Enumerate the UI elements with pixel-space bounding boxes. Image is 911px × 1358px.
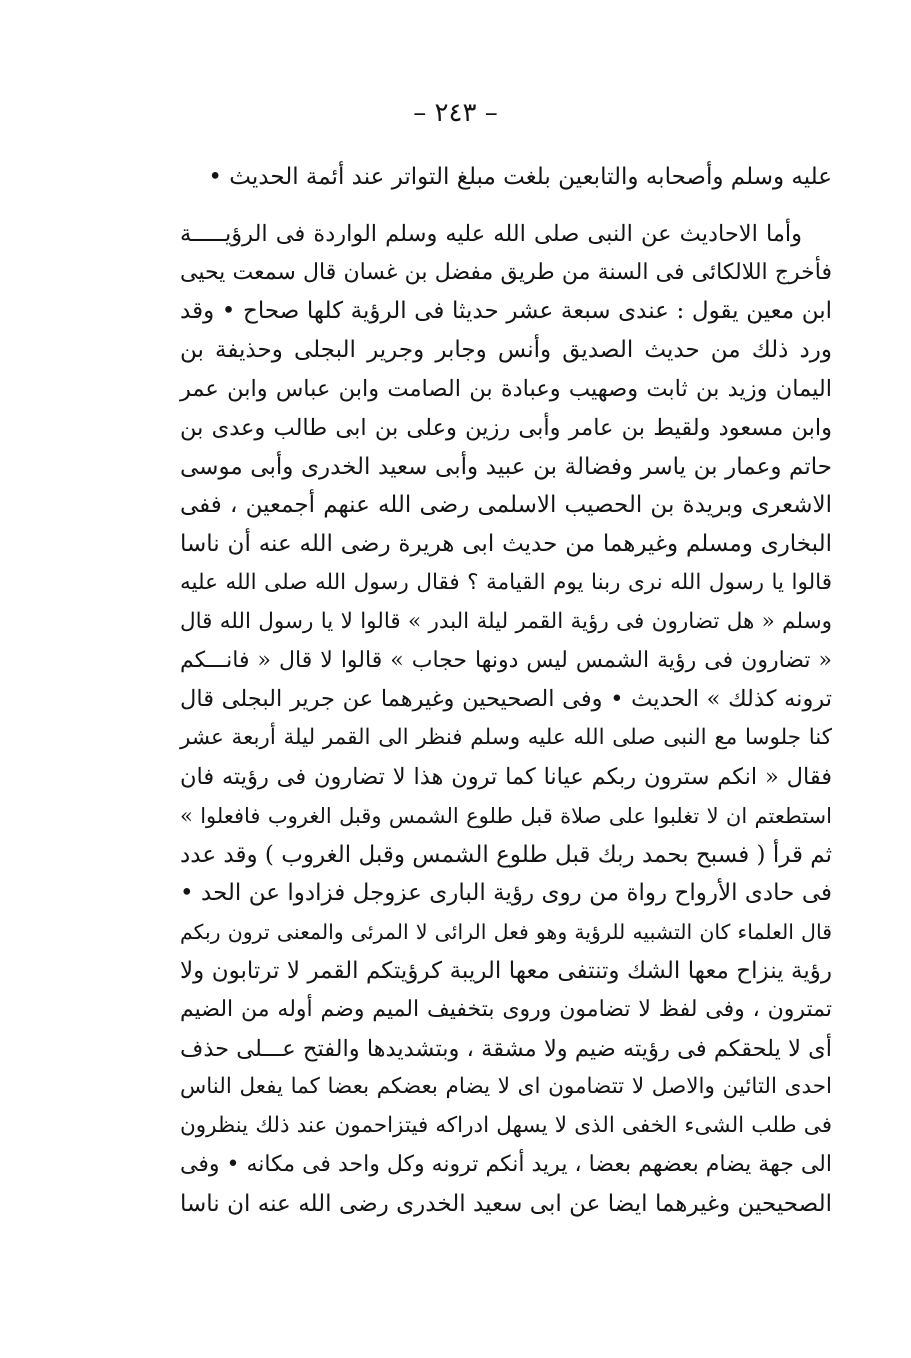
text-line: ثم قرأ ( فسبح بحمد ربك قبل طلوع الشمس وقبل الغروب ) وقد عدد — [180, 841, 832, 868]
text-line: اليمان وزيد بن ثابت وصهيب وعبادة بن الصامت وابن عباس وابن عمر — [180, 375, 832, 402]
body-text — [180, 158, 832, 1224]
text-line: ورد ذلك من حديث الصديق وأنس وجابر وجرير البجلى وحذيفة بن — [180, 337, 832, 364]
text-line: تمترون ، وفى لفظ لا تضامون وروى بتخفيف الميم وضم أوله من الضيم — [180, 996, 832, 1022]
text-line: « تضارون فى رؤية الشمس ليس دونها حجاب » قالوا لا قال « فانـــكم — [180, 647, 832, 673]
text-line: قالوا يا رسول الله نرى ربنا يوم القيامة ؟ فقال رسول الله صلى الله عليه — [180, 569, 832, 595]
text-line: فى طلب الشىء الخفى الذى لا يسهل ادراكه فيتزاحمون عند ذلك ينظرون — [180, 1113, 832, 1139]
paragraph-gap — [180, 197, 832, 215]
text-line: الاشعرى وبريدة بن الحصيب الاسلمى رضى الله عنهم أجمعين ، ففى — [180, 492, 833, 519]
text-line: حاتم وعمار بن ياسر وفضالة بن عبيد وأبى سعيد الخدرى وأبى موسى — [180, 453, 832, 480]
text-line: استطعتم ان لا تغلبوا على صلاة قبل طلوع الشمس وقبل الغروب فافعلوا » — [180, 803, 832, 828]
text-line: أى لا يلحقكم فى رؤيته ضيم ولا مشقة ، وبتشديدها والفتح عـــلى حذف — [180, 1035, 832, 1062]
text-line: فى حادى الأرواح رواة من روى رؤية البارى عزوجل فزادوا عن الحد • — [180, 880, 832, 907]
text-line: رؤية ينزاح معها الشك وتنتفى معها الريبة كرؤيتكم القمر لا ترتابون ولا — [180, 957, 832, 984]
text-line: البخارى ومسلم وغيرهما من حديث ابى هريرة رضى الله عنه أن ناسا — [180, 531, 832, 558]
text-line: وأما الاحاديث عن النبى صلى الله عليه وسلم الواردة فى الرؤيـــــة — [180, 220, 802, 247]
text-line: ابن معين يقول : عندى سبعة عشر حديثا فى الرؤية كلها صحاح • وقد — [180, 298, 832, 325]
text-line: فأخرج اللالكائى فى السنة من طريق مفضل بن غسان قال سمعت يحيى — [180, 259, 832, 285]
text-line: احدى التائين والاصل لا تتضامون اى لا يضام بعضكم بعضا كما يفعل الناس — [180, 1074, 832, 1100]
text-line: وابن مسعود ولقيط بن عامر وأبى رزين وعلى بن ابى طالب وعدى بن — [180, 414, 832, 441]
text-line: وسلم « هل تضارون فى رؤية القمر ليلة البدر » قالوا لا يا رسول الله قال — [180, 608, 832, 634]
text-line: الصحيحين وغيرهما ايضا عن ابى سعيد الخدرى رضى الله عنه ان ناسا — [180, 1190, 832, 1217]
text-line: قال العلماء كان التشبيه للرؤية وهو فعل الرائى لا المرئى والمعنى ترون ربكم — [180, 920, 832, 945]
text-line: كنا جلوسا مع النبى صلى الله عليه وسلم فنظر الى القمر ليلة أربعة عشر — [180, 725, 832, 751]
text-line: فقال « انكم سترون ربكم عيانا كما ترون هذا لا تضارون فى رؤيته فان — [180, 763, 832, 790]
text-line: ترونه كذلك » الحديث • وفى الصحيحين وغيرهما عن جرير البجلى قال — [180, 686, 832, 713]
page-number: – ٢٤٣ – — [413, 98, 498, 128]
text-line: الى جهة يضام بعضهم بعضا ، يريد أنكم ترونه وكل واحد فى مكانه • وفى — [180, 1151, 832, 1177]
text-line: عليه وسلم وأصحابه والتابعين بلغت مبلغ التواتر عند أئمة الحديث • — [208, 164, 832, 190]
